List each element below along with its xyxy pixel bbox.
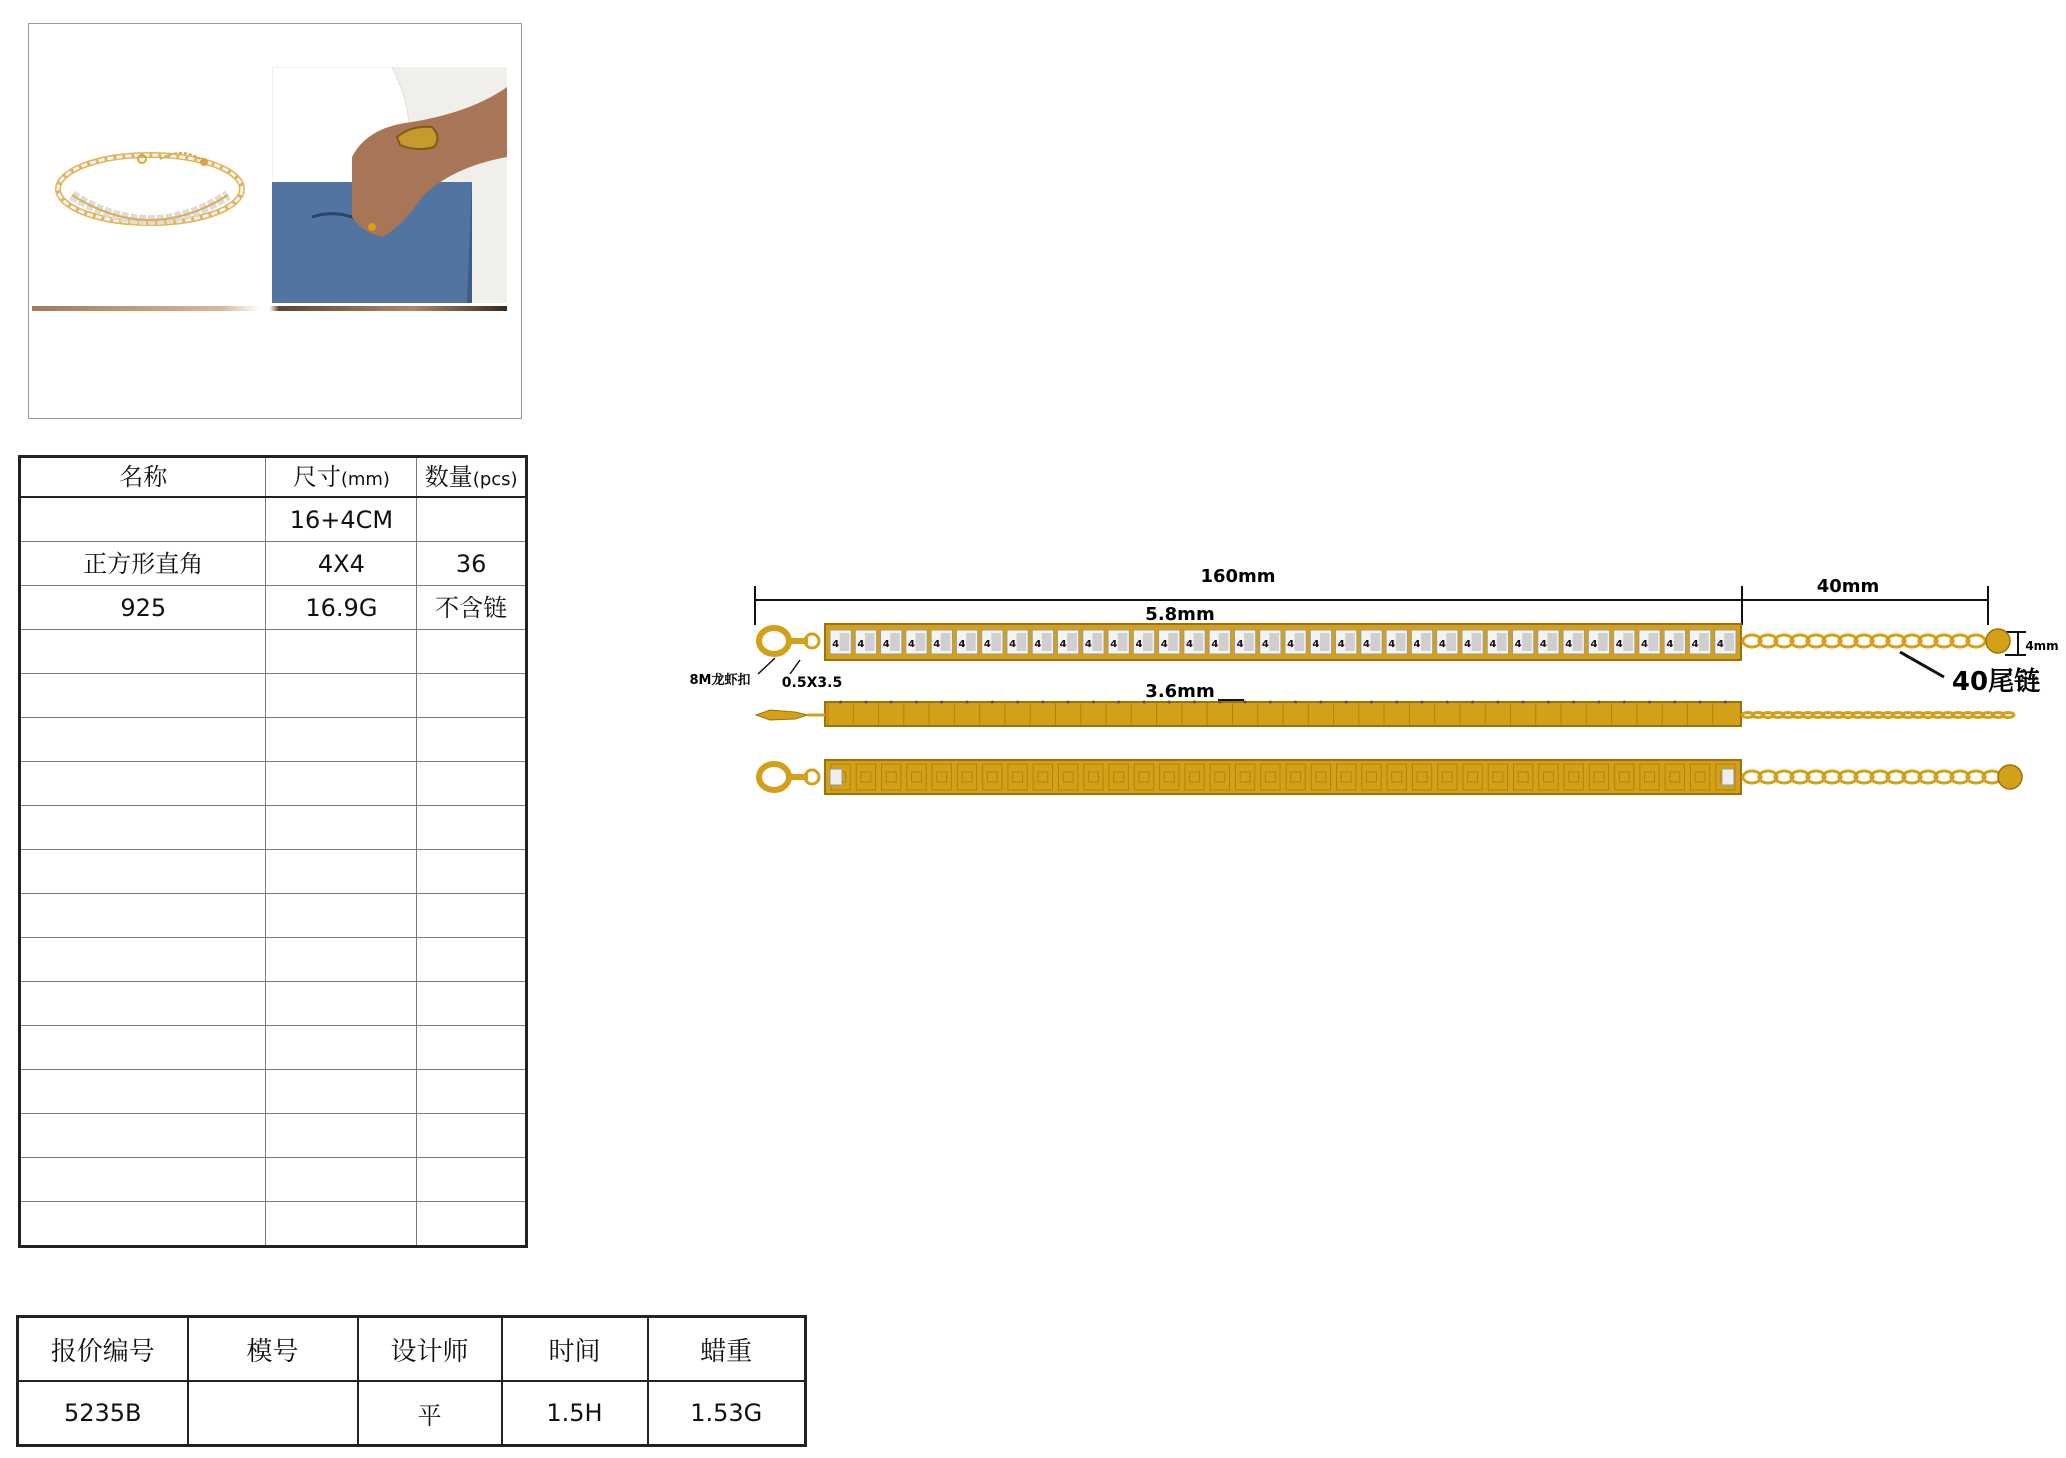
label-total-length: 160mm — [1200, 566, 1276, 587]
stone-facet — [1699, 633, 1709, 651]
side-segment-dot — [890, 701, 893, 704]
side-segment-dot — [1724, 701, 1727, 704]
stone-facet — [840, 633, 850, 651]
stone-label: 4 — [1059, 639, 1067, 650]
stone-facet — [1573, 633, 1583, 651]
stone-facet — [1522, 633, 1532, 651]
stone-label: 4 — [1691, 639, 1699, 650]
jump-ring-leader — [790, 660, 800, 674]
stone-label: 4 — [1565, 639, 1573, 650]
label-tail-chain: 40尾链 — [1951, 667, 2041, 697]
stone-label: 4 — [832, 639, 840, 650]
footer-designer: 平 — [358, 1381, 502, 1446]
header-qty-unit: (pcs) — [472, 469, 518, 490]
stone-label: 4 — [1590, 639, 1598, 650]
side-segment-dot — [1522, 701, 1525, 704]
side-segment-dot — [1471, 701, 1474, 704]
stone-facet — [1547, 633, 1557, 651]
stone-facet — [1472, 633, 1482, 651]
footer-wax-weight: 1.53G — [648, 1381, 806, 1446]
stone-facet — [1497, 633, 1507, 651]
side-segment-dot — [1421, 701, 1424, 704]
cell-name: 925 — [20, 586, 266, 630]
stone-label: 4 — [1211, 639, 1219, 650]
header-size-label: 尺寸 — [292, 463, 341, 491]
stone-label: 4 — [1312, 639, 1320, 650]
footer-header-time: 时间 — [502, 1317, 648, 1382]
side-segment-dot — [1269, 701, 1272, 704]
stone-label: 4 — [1438, 639, 1446, 650]
stone-facet — [1649, 633, 1659, 651]
header-size-unit: (mm) — [340, 469, 390, 490]
end-ball-top — [1986, 629, 2010, 653]
footer-time: 1.5H — [502, 1381, 648, 1446]
stone-facet — [991, 633, 1001, 651]
footer-quote-no: 5235B — [18, 1381, 188, 1446]
side-segment-dot — [1597, 701, 1600, 704]
stone-facet — [1067, 633, 1077, 651]
header-name-label: 名称 — [119, 463, 168, 491]
side-segment-dot — [1319, 701, 1322, 704]
side-segment-dot — [1117, 701, 1120, 704]
tail-chain-leader — [1900, 652, 1944, 677]
header-qty-label: 数量 — [424, 463, 473, 491]
stone-label: 4 — [1615, 639, 1623, 650]
footer-header-mold-no: 模号 — [188, 1317, 358, 1382]
stone-label: 4 — [1009, 639, 1017, 650]
side-segment-dot — [1699, 701, 1702, 704]
stone-facet — [1194, 633, 1204, 651]
stone-facet — [941, 633, 951, 651]
stone-facet — [1446, 633, 1456, 651]
stone-label: 4 — [1489, 639, 1497, 650]
side-segment-dot — [1623, 701, 1626, 704]
clasp-leader — [758, 658, 775, 674]
stone-label: 4 — [933, 639, 941, 650]
side-segment-dot — [1016, 701, 1019, 704]
bracelet-top-view — [759, 624, 2010, 660]
side-segment-dot — [1345, 701, 1348, 704]
side-segment-dot — [864, 701, 867, 704]
side-segment-dot — [1092, 701, 1095, 704]
stone-label: 4 — [1110, 639, 1118, 650]
stone-facet — [1674, 633, 1684, 651]
stone-facet — [966, 633, 976, 651]
end-ball-back — [1998, 765, 2022, 789]
label-tail-length: 40mm — [1816, 576, 1880, 597]
stone-facet — [1320, 633, 1330, 651]
cell-size: 16+4CM — [266, 497, 417, 542]
stone-facet — [1092, 633, 1102, 651]
stone-label: 4 — [1641, 639, 1649, 650]
back-stone-left — [830, 769, 842, 785]
stone-facet — [865, 633, 875, 651]
stone-label: 4 — [1186, 639, 1194, 650]
side-segment-dot — [915, 701, 918, 704]
stone-label: 4 — [1716, 639, 1724, 650]
label-jump-ring: 0.5X3.5 — [781, 675, 843, 691]
footer-header-quote-no: 报价编号 — [18, 1317, 188, 1382]
stone-facet — [915, 633, 925, 651]
stone-facet — [1219, 633, 1229, 651]
dimension-line-total — [755, 586, 1742, 625]
stone-facet — [1421, 633, 1431, 651]
side-segment-dot — [1041, 701, 1044, 704]
stone-facet — [1724, 633, 1734, 651]
stone-facet — [1269, 633, 1279, 651]
stone-label: 4 — [907, 639, 915, 650]
cell-name: 正方形直角 — [20, 542, 266, 586]
stone-label: 4 — [1666, 639, 1674, 650]
stone-facet — [1345, 633, 1355, 651]
extension-chain-side — [1742, 713, 2014, 718]
bracelet-back-view — [759, 760, 2022, 794]
stone-label: 4 — [983, 639, 991, 650]
side-segment-dot — [1496, 701, 1499, 704]
side-segment-dot — [991, 701, 994, 704]
stone-facet — [1598, 633, 1608, 651]
stone-label: 4 — [1236, 639, 1244, 650]
lobster-clasp-side — [756, 710, 808, 720]
stone-facet — [1168, 633, 1178, 651]
stone-facet — [1042, 633, 1052, 651]
side-segment-dot — [1673, 701, 1676, 704]
stone-label: 4 — [1135, 639, 1143, 650]
stone-label: 4 — [1160, 639, 1168, 650]
stone-facet — [890, 633, 900, 651]
stone-facet — [1143, 633, 1153, 651]
stone-label: 4 — [958, 639, 966, 650]
stone-label: 4 — [1084, 639, 1092, 650]
stone-label: 4 — [1413, 639, 1421, 650]
stone-label: 4 — [882, 639, 890, 650]
stone-facet — [1295, 633, 1305, 651]
side-segment-dot — [1294, 701, 1297, 704]
stone-facet — [1396, 633, 1406, 651]
side-segment-dot — [839, 701, 842, 704]
extension-chain-back — [1743, 771, 2001, 783]
lobster-clasp-top — [759, 628, 819, 654]
side-segment-dot — [1395, 701, 1398, 704]
side-segment-dot — [1547, 701, 1550, 704]
stone-facet — [1017, 633, 1027, 651]
stone-label: 4 — [1464, 639, 1472, 650]
footer-header-wax-weight: 蜡重 — [648, 1317, 806, 1382]
stone-label: 4 — [1514, 639, 1522, 650]
stone-label: 4 — [1034, 639, 1042, 650]
footer-header-designer: 设计师 — [358, 1317, 502, 1382]
label-end-ball: 4mm — [2025, 639, 2059, 653]
extension-chain — [1743, 635, 1985, 647]
side-segment-dot — [1648, 701, 1651, 704]
stone-facet — [1244, 633, 1254, 651]
side-segment-dot — [940, 701, 943, 704]
back-stone-right — [1722, 769, 1734, 785]
label-clasp: 8M龙虾扣 — [689, 673, 751, 688]
stone-label: 4 — [857, 639, 865, 650]
stone-label: 4 — [1362, 639, 1370, 650]
bracelet-side-view — [756, 701, 2014, 727]
lobster-clasp-back — [759, 764, 819, 790]
cell-size: 4X4 — [266, 542, 417, 586]
side-segment-dot — [1067, 701, 1070, 704]
stone-label: 4 — [1287, 639, 1295, 650]
side-segment-dot — [1218, 701, 1221, 704]
cell-size: 16.9G — [266, 586, 417, 630]
cell-qty: 不含链 — [417, 586, 527, 630]
stone-facet — [1623, 633, 1633, 651]
stone-facet — [1118, 633, 1128, 651]
side-segment-dot — [1572, 701, 1575, 704]
side-segment-dot — [1446, 701, 1449, 704]
side-segment-dot — [966, 701, 969, 704]
side-segment-dot — [1370, 701, 1373, 704]
stone-label: 4 — [1539, 639, 1547, 650]
stone-label: 4 — [1337, 639, 1345, 650]
label-width: 5.8mm — [1145, 604, 1215, 625]
label-thickness: 3.6mm — [1145, 681, 1215, 702]
cell-qty: 36 — [417, 542, 527, 586]
stone-label: 4 — [1261, 639, 1269, 650]
stone-facet — [1370, 633, 1380, 651]
side-segment-dot — [1244, 701, 1247, 704]
stone-label: 4 — [1388, 639, 1396, 650]
